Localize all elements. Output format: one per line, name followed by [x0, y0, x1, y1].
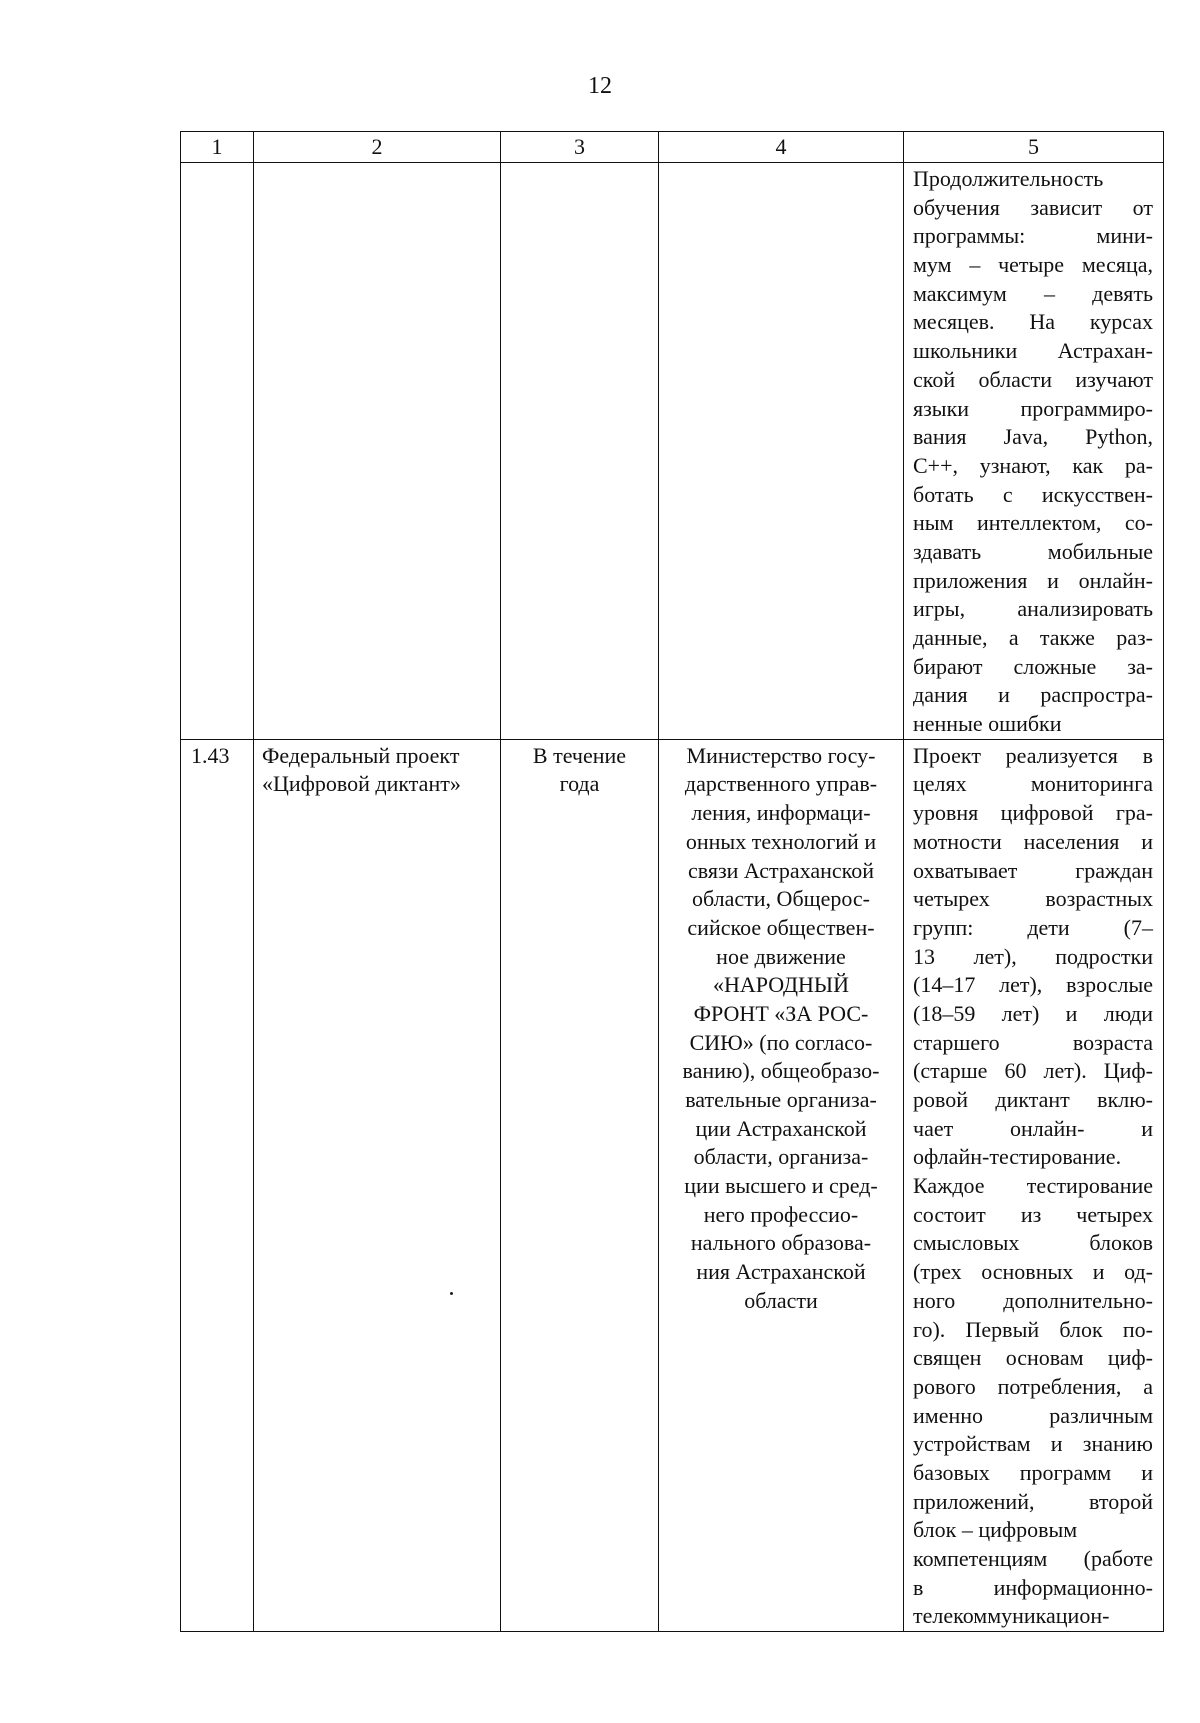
description-line: именно различным [913, 1402, 1153, 1428]
executors-line: ции высшего и сред- [684, 1173, 878, 1199]
description-cell [904, 739, 1164, 1631]
table-row-1-43 [181, 739, 1164, 1631]
executors-text [659, 740, 903, 1316]
description-line: мотности населения и [913, 828, 1153, 854]
continuation-description-line: бирают сложные за- [913, 653, 1153, 679]
description-line: компетенциям (работе [913, 1546, 1153, 1571]
continuation-description-line: месяцев. На курсах [913, 309, 1153, 335]
description-line: ровой диктант вклю- [913, 1087, 1153, 1112]
description-line: чает онлайн- и [913, 1115, 1153, 1141]
description-line: уровня цифровой гра- [913, 800, 1153, 826]
event-name-line: Федеральный проект [262, 742, 460, 768]
term-line: В течение [532, 742, 627, 768]
description-line: базовых программ и [913, 1459, 1153, 1485]
continuation-description-line: данные, а также раз- [913, 625, 1153, 650]
header-col-2: 2 [254, 132, 501, 163]
description-line: телекоммуникацион- [913, 1603, 1110, 1629]
continuation-description-line: языки программиро- [913, 395, 1153, 421]
continuation-row [181, 163, 1164, 740]
header-col-4: 4 [659, 132, 904, 163]
event-name-text [254, 740, 500, 799]
description-line: священ основам циф- [913, 1345, 1153, 1371]
event-name-cell [254, 739, 501, 1631]
continuation-description-line: Продолжительность [913, 166, 1104, 191]
continuation-description-line: ным интеллектом, со- [913, 510, 1153, 536]
row-number: 1.43 [191, 742, 230, 768]
header-row [181, 132, 1164, 163]
description-line: групп: дети (7– [913, 914, 1153, 940]
continuation-description-line: программы: мини- [913, 223, 1153, 249]
header-col-1: 1 [181, 132, 254, 163]
executors-line: области [744, 1287, 818, 1313]
continuation-name-cell [254, 163, 501, 740]
description-line: Каждое тестирование [913, 1173, 1153, 1199]
description-line: (трех основных и од- [913, 1259, 1153, 1285]
description-line: блок – цифровым [913, 1517, 1078, 1543]
description-line: рового потребления, а [913, 1373, 1153, 1399]
continuation-description-line: обучения зависит от [913, 194, 1153, 220]
description-line: офлайн-тестирование. [913, 1144, 1122, 1170]
description-text [904, 740, 1163, 1631]
executors-line: ФРОНТ «ЗА РОС- [693, 1000, 869, 1026]
description-line: Проект реализуется в [913, 742, 1153, 768]
term-text [501, 740, 658, 799]
executors-line: ванию), общеобразо- [682, 1058, 880, 1084]
continuation-description-line: приложения и онлайн- [913, 567, 1153, 593]
executors-line: нального образова- [690, 1230, 872, 1256]
description-line: смысловых блоков [913, 1230, 1153, 1256]
executors-line: СИЮ» (по согласо- [689, 1029, 873, 1055]
page-number: 12 [588, 73, 612, 99]
executors-line: ления, информаци- [691, 800, 871, 826]
continuation-description-line: ской области изучают [913, 366, 1153, 392]
continuation-description-text [904, 163, 1163, 739]
description-line: состоит из четырех [913, 1201, 1153, 1227]
description-line: охватывает граждан [913, 857, 1153, 883]
plan-table [180, 131, 1164, 1632]
executors-line: онных технологий и [685, 828, 877, 854]
term-cell [501, 739, 659, 1631]
executors-line: ния Астраханской [696, 1259, 866, 1285]
continuation-description-cell [904, 163, 1164, 740]
continuation-description-line: C++, узнают, как ра- [913, 452, 1153, 478]
description-line: ного дополнительно- [913, 1287, 1153, 1313]
executors-line: сийское обществен- [687, 914, 875, 940]
description-line: старшего возраста [913, 1029, 1153, 1055]
continuation-description-line: ботать с искусствен- [913, 481, 1153, 507]
description-line: (старше 60 лет). Циф- [913, 1058, 1153, 1084]
description-line: (18–59 лет) и люди [913, 1000, 1153, 1026]
continuation-description-line: вания Java, Python, [913, 424, 1153, 450]
executors-line: Министерство госу- [686, 742, 876, 768]
term-line: года [559, 771, 600, 797]
description-line: 13 лет), подростки [913, 943, 1153, 969]
description-line: приложений, второй [913, 1488, 1153, 1514]
continuation-description-line: игры, анализировать [913, 596, 1153, 622]
continuation-executors-cell [659, 163, 904, 740]
executors-line: области, Общерос- [692, 886, 870, 912]
scan-speck [450, 1292, 453, 1295]
continuation-number-cell [181, 163, 254, 740]
row-number-cell [181, 739, 254, 1631]
executors-line: него профессио- [703, 1201, 859, 1227]
executors-line: «НАРОДНЫЙ [712, 972, 850, 998]
continuation-description-line: школьники Астрахан- [913, 338, 1153, 364]
continuation-description-line: ненные ошибки [913, 711, 1062, 737]
executors-line: связи Астраханской [687, 857, 875, 883]
description-line: четырех возрастных [913, 886, 1153, 912]
continuation-description-line: дания и распростра- [913, 682, 1153, 708]
event-name-line: «Цифровой диктант» [262, 771, 461, 797]
continuation-description-line: здавать мобильные [913, 538, 1153, 564]
header-col-5: 5 [904, 132, 1164, 163]
continuation-description-line: максимум – девять [913, 280, 1153, 306]
header-col-3: 3 [501, 132, 659, 163]
executors-line: дарственного управ- [684, 771, 878, 797]
continuation-description-line: мум – четыре месяца, [913, 252, 1153, 278]
description-line: го). Первый блок по- [913, 1316, 1153, 1342]
description-line: (14–17 лет), взрослые [913, 972, 1153, 998]
executors-cell [659, 739, 904, 1631]
continuation-term-cell [501, 163, 659, 740]
executors-line: области, организа- [693, 1144, 869, 1170]
description-line: в информационно- [913, 1574, 1153, 1600]
executors-line: вательные организа- [685, 1087, 877, 1112]
description-line: целях мониторинга [913, 771, 1153, 797]
executors-line: ции Астраханской [695, 1115, 867, 1141]
description-line: устройствам и знанию [913, 1431, 1153, 1457]
executors-line: ное движение [716, 943, 846, 969]
